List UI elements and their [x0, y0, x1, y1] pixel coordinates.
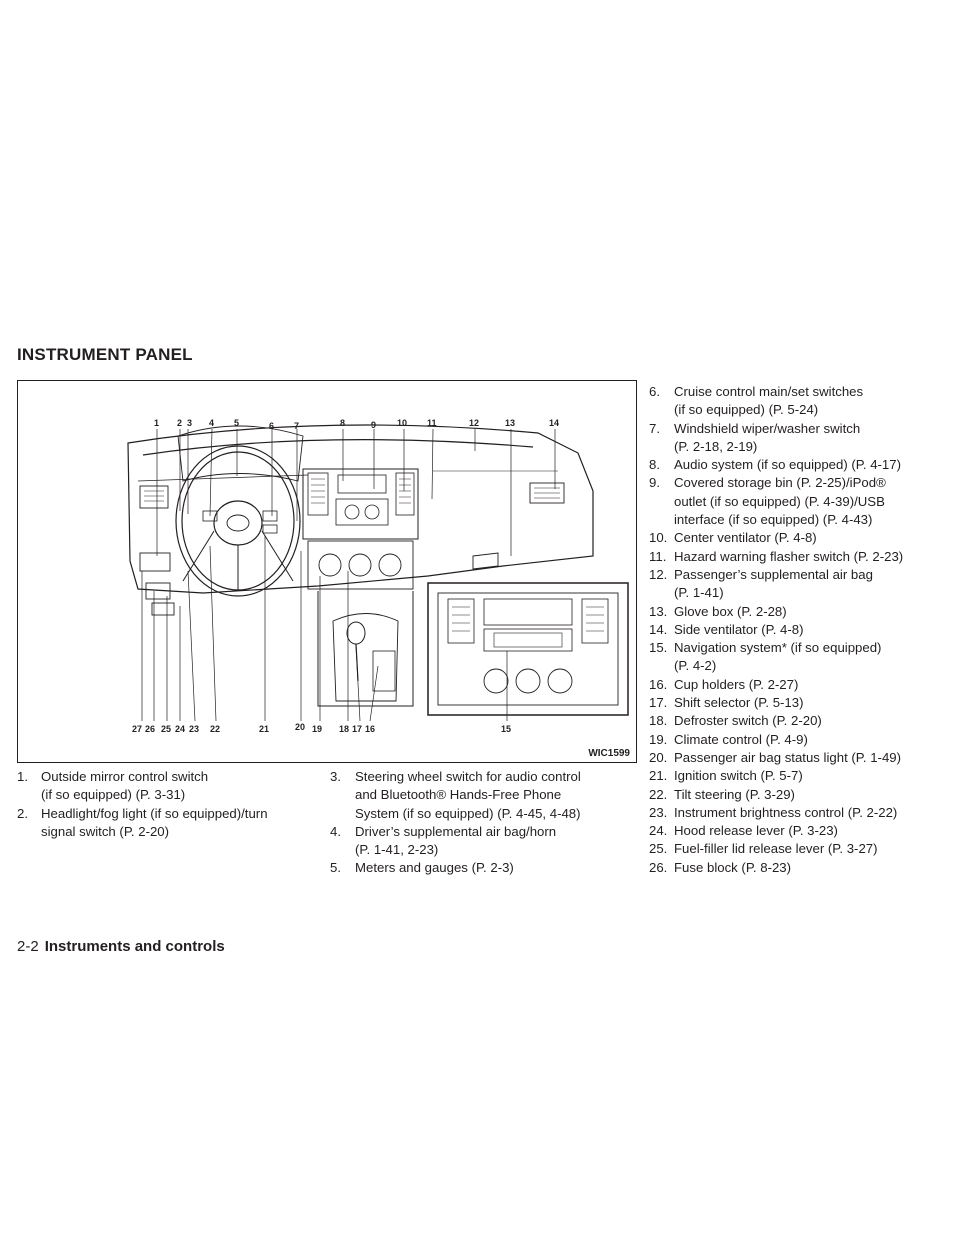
legend-item	[649, 529, 949, 547]
legend-item-number: 15.	[649, 640, 668, 656]
legend-item	[649, 566, 949, 603]
legend-item	[17, 768, 317, 805]
legend-item-line: (P. 2-18, 2-19)	[674, 438, 758, 454]
legend-item-text	[674, 749, 949, 767]
legend-item	[649, 804, 949, 822]
legend-list-left	[17, 768, 317, 841]
legend-item-text	[674, 639, 949, 676]
callout-6: 6	[269, 421, 275, 431]
legend-item-line: Cup holders (P. 2-27)	[674, 676, 799, 692]
legend-item-line: Driver’s supplemental air bag/horn	[355, 823, 557, 839]
legend-item-number: 23.	[649, 804, 668, 820]
legend-item-text	[674, 731, 949, 749]
legend-item-text	[41, 768, 317, 805]
legend-item-number: 14.	[649, 621, 668, 637]
legend-item	[17, 805, 317, 842]
callout-11: 11	[427, 418, 437, 428]
legend-item-line: Defroster switch (P. 2-20)	[674, 713, 822, 729]
legend-item-line: Fuse block (P. 8-23)	[674, 859, 792, 875]
callout-21: 21	[259, 724, 270, 734]
legend-item-line: Center ventilator (P. 4-8)	[674, 530, 817, 546]
legend-item-number: 9.	[649, 475, 660, 491]
legend-item-line: Headlight/fog light (if so equipped)/turn	[41, 805, 268, 821]
legend-item	[649, 474, 949, 529]
legend-item-line: Tilt steering (P. 3-29)	[674, 786, 795, 802]
legend-item	[649, 749, 949, 767]
legend-item-text	[355, 859, 636, 877]
legend-item-line: Fuel-filler lid release lever (P. 3-27)	[674, 841, 878, 857]
legend-item	[649, 859, 949, 877]
legend-item-number: 24.	[649, 823, 668, 839]
legend-item-line: Covered storage bin (P. 2-25)/iPod®	[674, 475, 886, 491]
callout-14: 14	[549, 418, 560, 428]
legend-item-line: Windshield wiper/washer switch	[674, 420, 861, 436]
legend-item-line: and Bluetooth® Hands-Free Phone	[355, 787, 562, 803]
legend-item-text	[674, 712, 949, 730]
callout-4: 4	[209, 418, 215, 428]
legend-item	[649, 420, 949, 457]
legend-item	[649, 676, 949, 694]
legend-item-line: interface (if so equipped) (P. 4-43)	[674, 512, 873, 528]
legend-item-text	[674, 420, 949, 457]
legend-item-text	[674, 767, 949, 785]
legend-item-line: signal switch (P. 2-20)	[41, 823, 170, 839]
legend-item-text	[674, 474, 949, 529]
legend-item-number: 8.	[649, 457, 660, 473]
callout-24: 24	[175, 724, 186, 734]
dashboard-drawing	[18, 381, 635, 761]
legend-item-line: Passenger’s supplemental air bag	[674, 566, 873, 582]
legend-list-middle	[330, 768, 636, 878]
callout-9: 9	[371, 420, 377, 430]
legend-item-text	[674, 859, 949, 877]
legend-item-line: Hood release lever (P. 3-23)	[674, 823, 838, 839]
legend-item-number: 4.	[330, 823, 341, 839]
legend-item	[649, 621, 949, 639]
legend-item-line: Outside mirror control switch	[41, 769, 209, 784]
callout-3: 3	[187, 418, 193, 428]
legend-item-number: 3.	[330, 769, 341, 784]
legend-item-text	[674, 456, 949, 474]
instrument-panel-illustration	[17, 380, 637, 763]
legend-item	[649, 712, 949, 730]
legend-item-number: 18.	[649, 713, 668, 729]
legend-item	[330, 768, 636, 823]
legend-item-text	[674, 548, 949, 566]
legend-item-number: 20.	[649, 749, 668, 765]
legend-item-text	[674, 822, 949, 840]
legend-item-number: 26.	[649, 859, 668, 875]
section-title: Instruments and controls	[44, 938, 225, 955]
callout-25: 25	[161, 724, 172, 734]
legend-item-text	[674, 529, 949, 547]
legend-item-line: Passenger air bag status light (P. 1-49)	[674, 749, 901, 765]
legend-item-text	[674, 840, 949, 858]
legend-item-line: (P. 4-2)	[674, 658, 717, 674]
legend-item-number: 12.	[649, 566, 668, 582]
legend-item-line: outlet (if so equipped) (P. 4-39)/USB	[674, 493, 885, 509]
callout-19: 19	[312, 724, 323, 734]
legend-item	[649, 767, 949, 785]
legend-item-line: (if so equipped) (P. 5-24)	[674, 402, 819, 418]
legend-item-text	[355, 768, 636, 823]
legend-item-text	[674, 786, 949, 804]
legend-item-line: (if so equipped) (P. 3-31)	[41, 787, 186, 803]
callout-17: 17	[352, 724, 363, 734]
callout-15: 15	[501, 724, 512, 734]
legend-item	[649, 694, 949, 712]
legend-item	[649, 639, 949, 676]
legend-item-line: Climate control (P. 4-9)	[674, 731, 808, 747]
page-footer	[17, 938, 225, 955]
legend-item-line: Side ventilator (P. 4-8)	[674, 621, 804, 637]
legend-item-number: 10.	[649, 530, 668, 546]
legend-item-line: Instrument brightness control (P. 2-22)	[674, 804, 898, 820]
legend-item-line: Steering wheel switch for audio control	[355, 769, 581, 784]
legend-item-line: (P. 1-41, 2-23)	[355, 842, 439, 858]
callout-8: 8	[340, 418, 346, 428]
legend-item-number: 16.	[649, 676, 668, 692]
section-heading: INSTRUMENT PANEL	[17, 345, 193, 364]
legend-list-right	[649, 383, 949, 877]
callout-12: 12	[469, 418, 480, 428]
page-number: 2-2	[17, 938, 39, 955]
legend-item	[649, 603, 949, 621]
callout-16: 16	[365, 724, 376, 734]
legend-item-number: 17.	[649, 695, 668, 711]
legend-item-number: 2.	[17, 805, 28, 821]
legend-item-text	[674, 676, 949, 694]
callout-7: 7	[294, 421, 300, 431]
legend-item-line: System (if so equipped) (P. 4-45, 4-48)	[355, 805, 581, 821]
legend-item	[649, 786, 949, 804]
legend-item-number: 21.	[649, 768, 668, 784]
legend-item-line: Cruise control main/set switches	[674, 384, 864, 399]
legend-item	[649, 456, 949, 474]
legend-item	[649, 822, 949, 840]
callout-18: 18	[339, 724, 350, 734]
legend-item	[649, 548, 949, 566]
legend-item-line: Hazard warning flasher switch (P. 2-23)	[674, 548, 904, 564]
legend-item-text	[674, 383, 949, 420]
callout-20: 20	[295, 722, 306, 732]
legend-item-number: 1.	[17, 769, 28, 784]
callout-1: 1	[154, 418, 160, 428]
legend-item-number: 13.	[649, 603, 668, 619]
legend-item	[330, 859, 636, 877]
legend-item-line: Ignition switch (P. 5-7)	[674, 768, 803, 784]
legend-item-text	[674, 804, 949, 822]
legend-item-number: 6.	[649, 384, 660, 399]
callout-27: 27	[132, 724, 143, 734]
legend-item-text	[41, 805, 317, 842]
legend-item-number: 11.	[649, 548, 667, 564]
legend-item	[649, 731, 949, 749]
figure-id: WIC1599	[588, 748, 630, 759]
callout-5: 5	[234, 418, 240, 428]
legend-item-line: Shift selector (P. 5-13)	[674, 695, 804, 711]
legend-item-text	[674, 694, 949, 712]
callout-26: 26	[145, 724, 156, 734]
callout-23: 23	[189, 724, 200, 734]
legend-item-line: Meters and gauges (P. 2-3)	[355, 860, 514, 876]
legend-item-line: (P. 1-41)	[674, 585, 724, 601]
callout-13: 13	[505, 418, 516, 428]
legend-item-number: 22.	[649, 786, 668, 802]
legend-item	[330, 823, 636, 860]
legend-item-number: 25.	[649, 841, 668, 857]
legend-item-line: Glove box (P. 2-28)	[674, 603, 787, 619]
legend-item-text	[355, 823, 636, 860]
legend-item-number: 19.	[649, 731, 668, 747]
legend-item	[649, 383, 949, 420]
legend-item-text	[674, 621, 949, 639]
callout-2: 2	[177, 418, 183, 428]
legend-item-line: Audio system (if so equipped) (P. 4-17)	[674, 457, 901, 473]
legend-item-text	[674, 603, 949, 621]
legend-item-number: 7.	[649, 420, 660, 436]
callout-22: 22	[210, 724, 221, 734]
legend-item-line: Navigation system* (if so equipped)	[674, 640, 882, 656]
legend-item	[649, 840, 949, 858]
legend-item-text	[674, 566, 949, 603]
legend-item-number: 5.	[330, 860, 341, 876]
callout-10: 10	[397, 418, 408, 428]
